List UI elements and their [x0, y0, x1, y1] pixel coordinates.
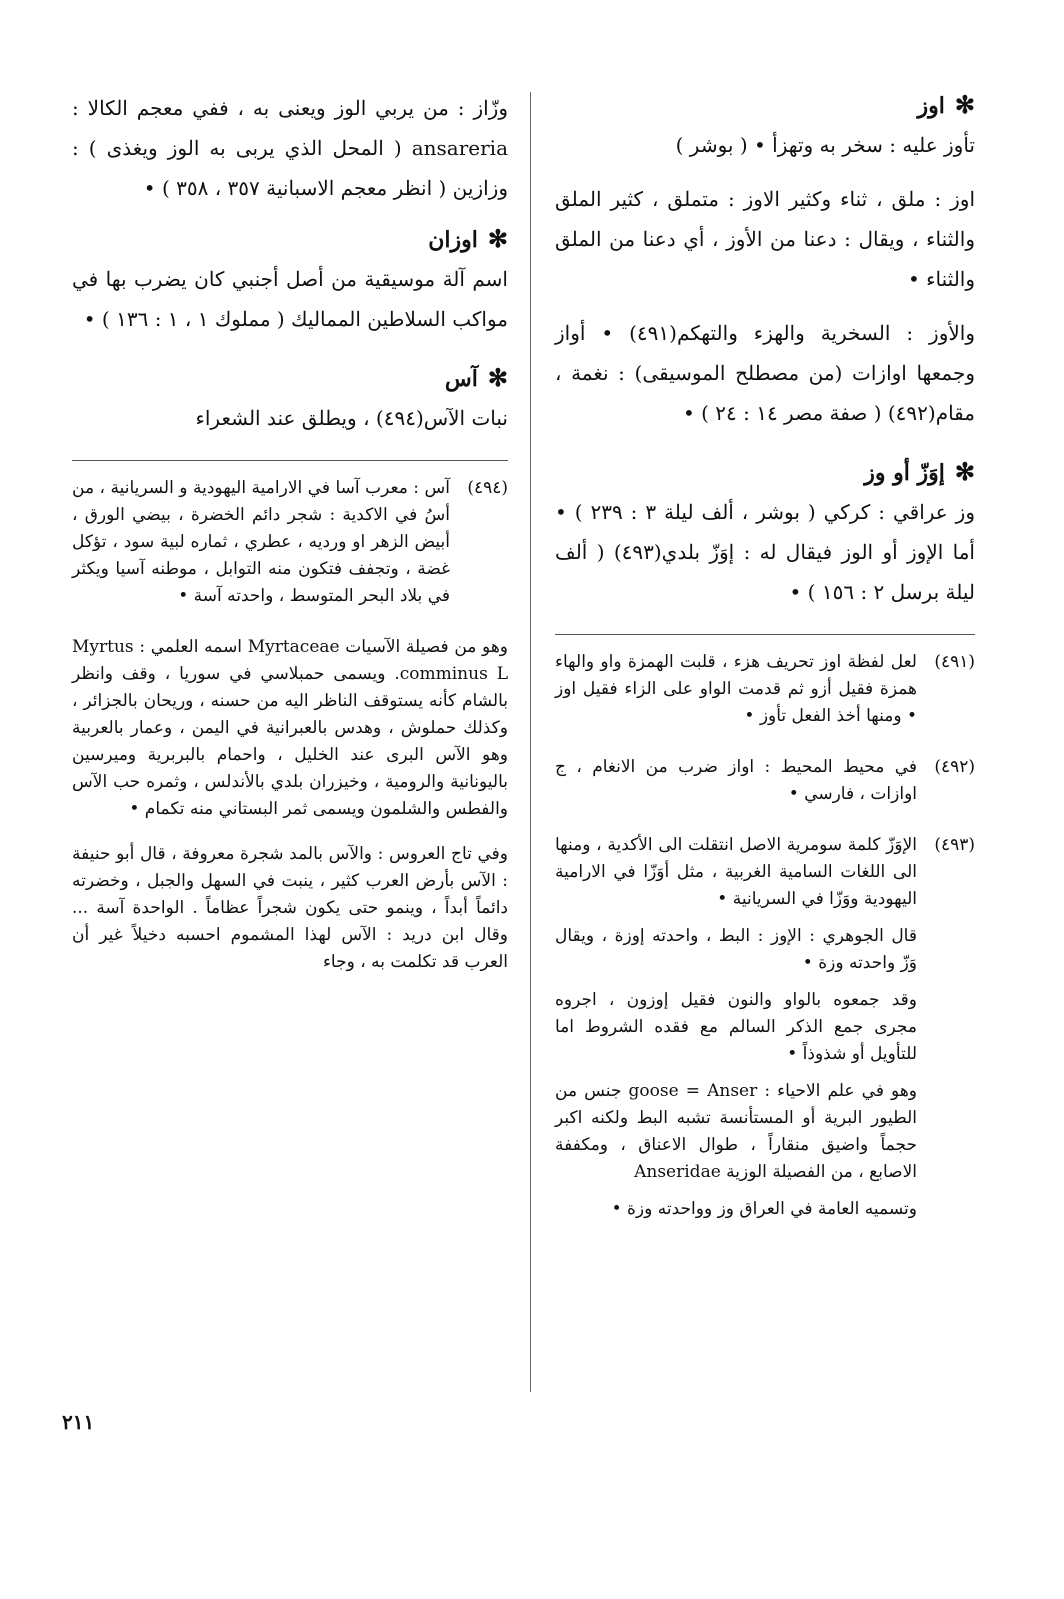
entry-paragraph: والأوز : السخرية والهزء والتهكم(٤٩١) • أواز وجمعها اوازات (من مصطلح الموسيقى) : نغمة ، مقام(٤٩٢) ( صفة مصر ١٤ : ٢٤ ) •: [555, 321, 975, 425]
right-column: [555, 88, 975, 1247]
left-column: [72, 88, 508, 994]
entry-paragraph: وز عراقي : كركي ( بوشر ، ألف ليلة ٣ : ٢٣٩ ) • أما الإوز أو الوز فيقال له : إوَزّ بلدي(٤٩٣) ( ألف ليلة برسل ٢ : ١٥٦ ) •: [555, 500, 975, 604]
asterisk-icon: ✻: [487, 363, 508, 392]
footnote-paragraph: وقد جمعوه بالواو والنون فقيل إوزون ، اجروه مجرى جمع الذكر السالم مع فقده الشروط اما للتأويل أو شذوذاً •: [555, 990, 917, 1064]
footnote-number: (٤٩٤): [467, 478, 508, 498]
entry-headword: ✻اوز: [917, 90, 975, 119]
footnote-paragraph: قال الجوهري : الإوز : البط ، واحدته إوزة ، ويقال وَزّ واحدته وزة •: [555, 926, 917, 973]
entry-headword: ✻اوزان: [428, 224, 508, 253]
entry-headword: ✻آس: [444, 363, 508, 392]
asterisk-icon: ✻: [954, 90, 975, 119]
entry-awz: [555, 88, 975, 433]
footnote-number: (٤٩١): [934, 652, 975, 672]
footnote-number: (٤٩٢): [934, 757, 975, 777]
footnote-paragraph: وتسميه العامة في العراق وز وواحدته وزة •: [611, 1199, 917, 1219]
page-number: ٢١١: [62, 1410, 95, 1434]
footnote-number: (٤٩٣): [934, 835, 975, 855]
entry-iwazz: [555, 455, 975, 612]
footnote-paragraph: وهو في علم الاحياء : goose = Anser جنس من الطيور البرية أو المستأنسة تشبه البط ولكنه اكبر حجماً واضيق منقاراً ، طوال الاعناق ، ومكففة الاصابع ، من الفصيلة الوزية Anseridae: [555, 1081, 917, 1182]
entry-as: [72, 361, 508, 438]
entry-paragraph: تأوز عليه : سخر به وتهزأ • ( بوشر ): [675, 133, 975, 157]
column-divider: [530, 92, 531, 1392]
footnote-paragraph: وهو من فصيلة الآسيات Myrtaceae اسمه العلمي : Myrtus comminus L. ويسمى حمبلاسي في سوريا ، وقف وانظر بالشام كأنه يستوقف الناظر اليه من حسنه ، وريحان بالجزائر ، وكذلك حملوش ، وهدس بالعبرانية في اليمن ، وعمار بالعربية وهو الآس البرى عند الخليل ، واحمام بالبربرية وميرسين باليونانية والرومية ، وخيزران بلدي بالأندلس ، وثمره حب الآس والفطس والشلمون ويسمى ثمر البستاني منه تكمام •: [72, 637, 509, 819]
entry-paragraph: اوز : ملق ، ثناء وكثير الاوز : متملق ، كثير الملق والثناء ، ويقال : دعنا من الأوز ، أي دعنا من الملق والثناء •: [555, 187, 975, 291]
entry-paragraph: نبات الآس(٤٩٤) ، ويطلق عند الشعراء: [195, 406, 508, 430]
continuation-paragraph: وزّاز : من يربي الوز ويعنى به ، ففي معجم الكالا : ansareria ( المحل الذي يربى به الوز ويغذى ) : وزازين ( انظر معجم الاسبانية ٣٥٧ ، ٣٥٨ ) •: [72, 96, 508, 200]
asterisk-icon: ✻: [954, 457, 975, 486]
footnote-paragraph: آس : معرب آسا في الارامية اليهودية و السريانية ، من أسُ في الاكدية : شجر دائم الخضرة ، بيضي الورق ، أبيض الزهر او ورديه ، عطري ، ثماره لبية سود ، تؤكل غضة ، وتجفف فتكون منه التوابل ، موطنه آسيا ويكثر في بلاد البحر المتوسط ، واحدته آسة •: [72, 478, 450, 606]
footnote: [555, 832, 975, 1233]
footnote: [555, 649, 975, 740]
footnote: [555, 754, 975, 818]
footnote: [72, 475, 508, 620]
entry-headword: ✻إوَزّ أو وز: [864, 457, 975, 486]
footnote-paragraph: في محيط المحيط : اواز ضرب من الانغام ، ج اوازات ، فارسي •: [555, 757, 917, 804]
footnote-paragraph: وفي تاج العروس : والآس بالمد شجرة معروفة ، قال أبو حنيفة : الآس بأرض العرب كثير ، ينبت في السهل والجبل ، وخضرته دائماً أبداً ، وينمو حتى يكون شجراً عظاماً . الواحدة آسة ... وقال ابن دريد : الآس لهذا المشموم احسبه دخيلاً غير أن العرب قد تكلمت به ، وجاء: [72, 844, 508, 972]
entry-awzan: [72, 222, 508, 339]
footnote-paragraph: لعل لفظة اوز تحريف هزء ، قلبت الهمزة واو والهاء همزة فقيل أزو ثم قدمت الواو على الزاء فقيل اوز • ومنها أخذ الفعل تأوز •: [555, 652, 917, 726]
entry-paragraph: اسم آلة موسيقية من أصل أجنبي كان يضرب بها في مواكب السلاطين المماليك ( مملوك ١ ، ١ : ١٣٦ ) •: [72, 267, 508, 331]
footnote-paragraph: الإوَزّ كلمة سومرية الاصل انتقلت الى الأكدية ، ومنها الى اللغات السامية الغربية ، مثل أوَزّا في الارامية اليهودية ووَزّا في السريانية •: [555, 835, 917, 909]
footnote-rule: [72, 460, 508, 461]
footnote-rule: [555, 634, 975, 635]
asterisk-icon: ✻: [487, 224, 508, 253]
